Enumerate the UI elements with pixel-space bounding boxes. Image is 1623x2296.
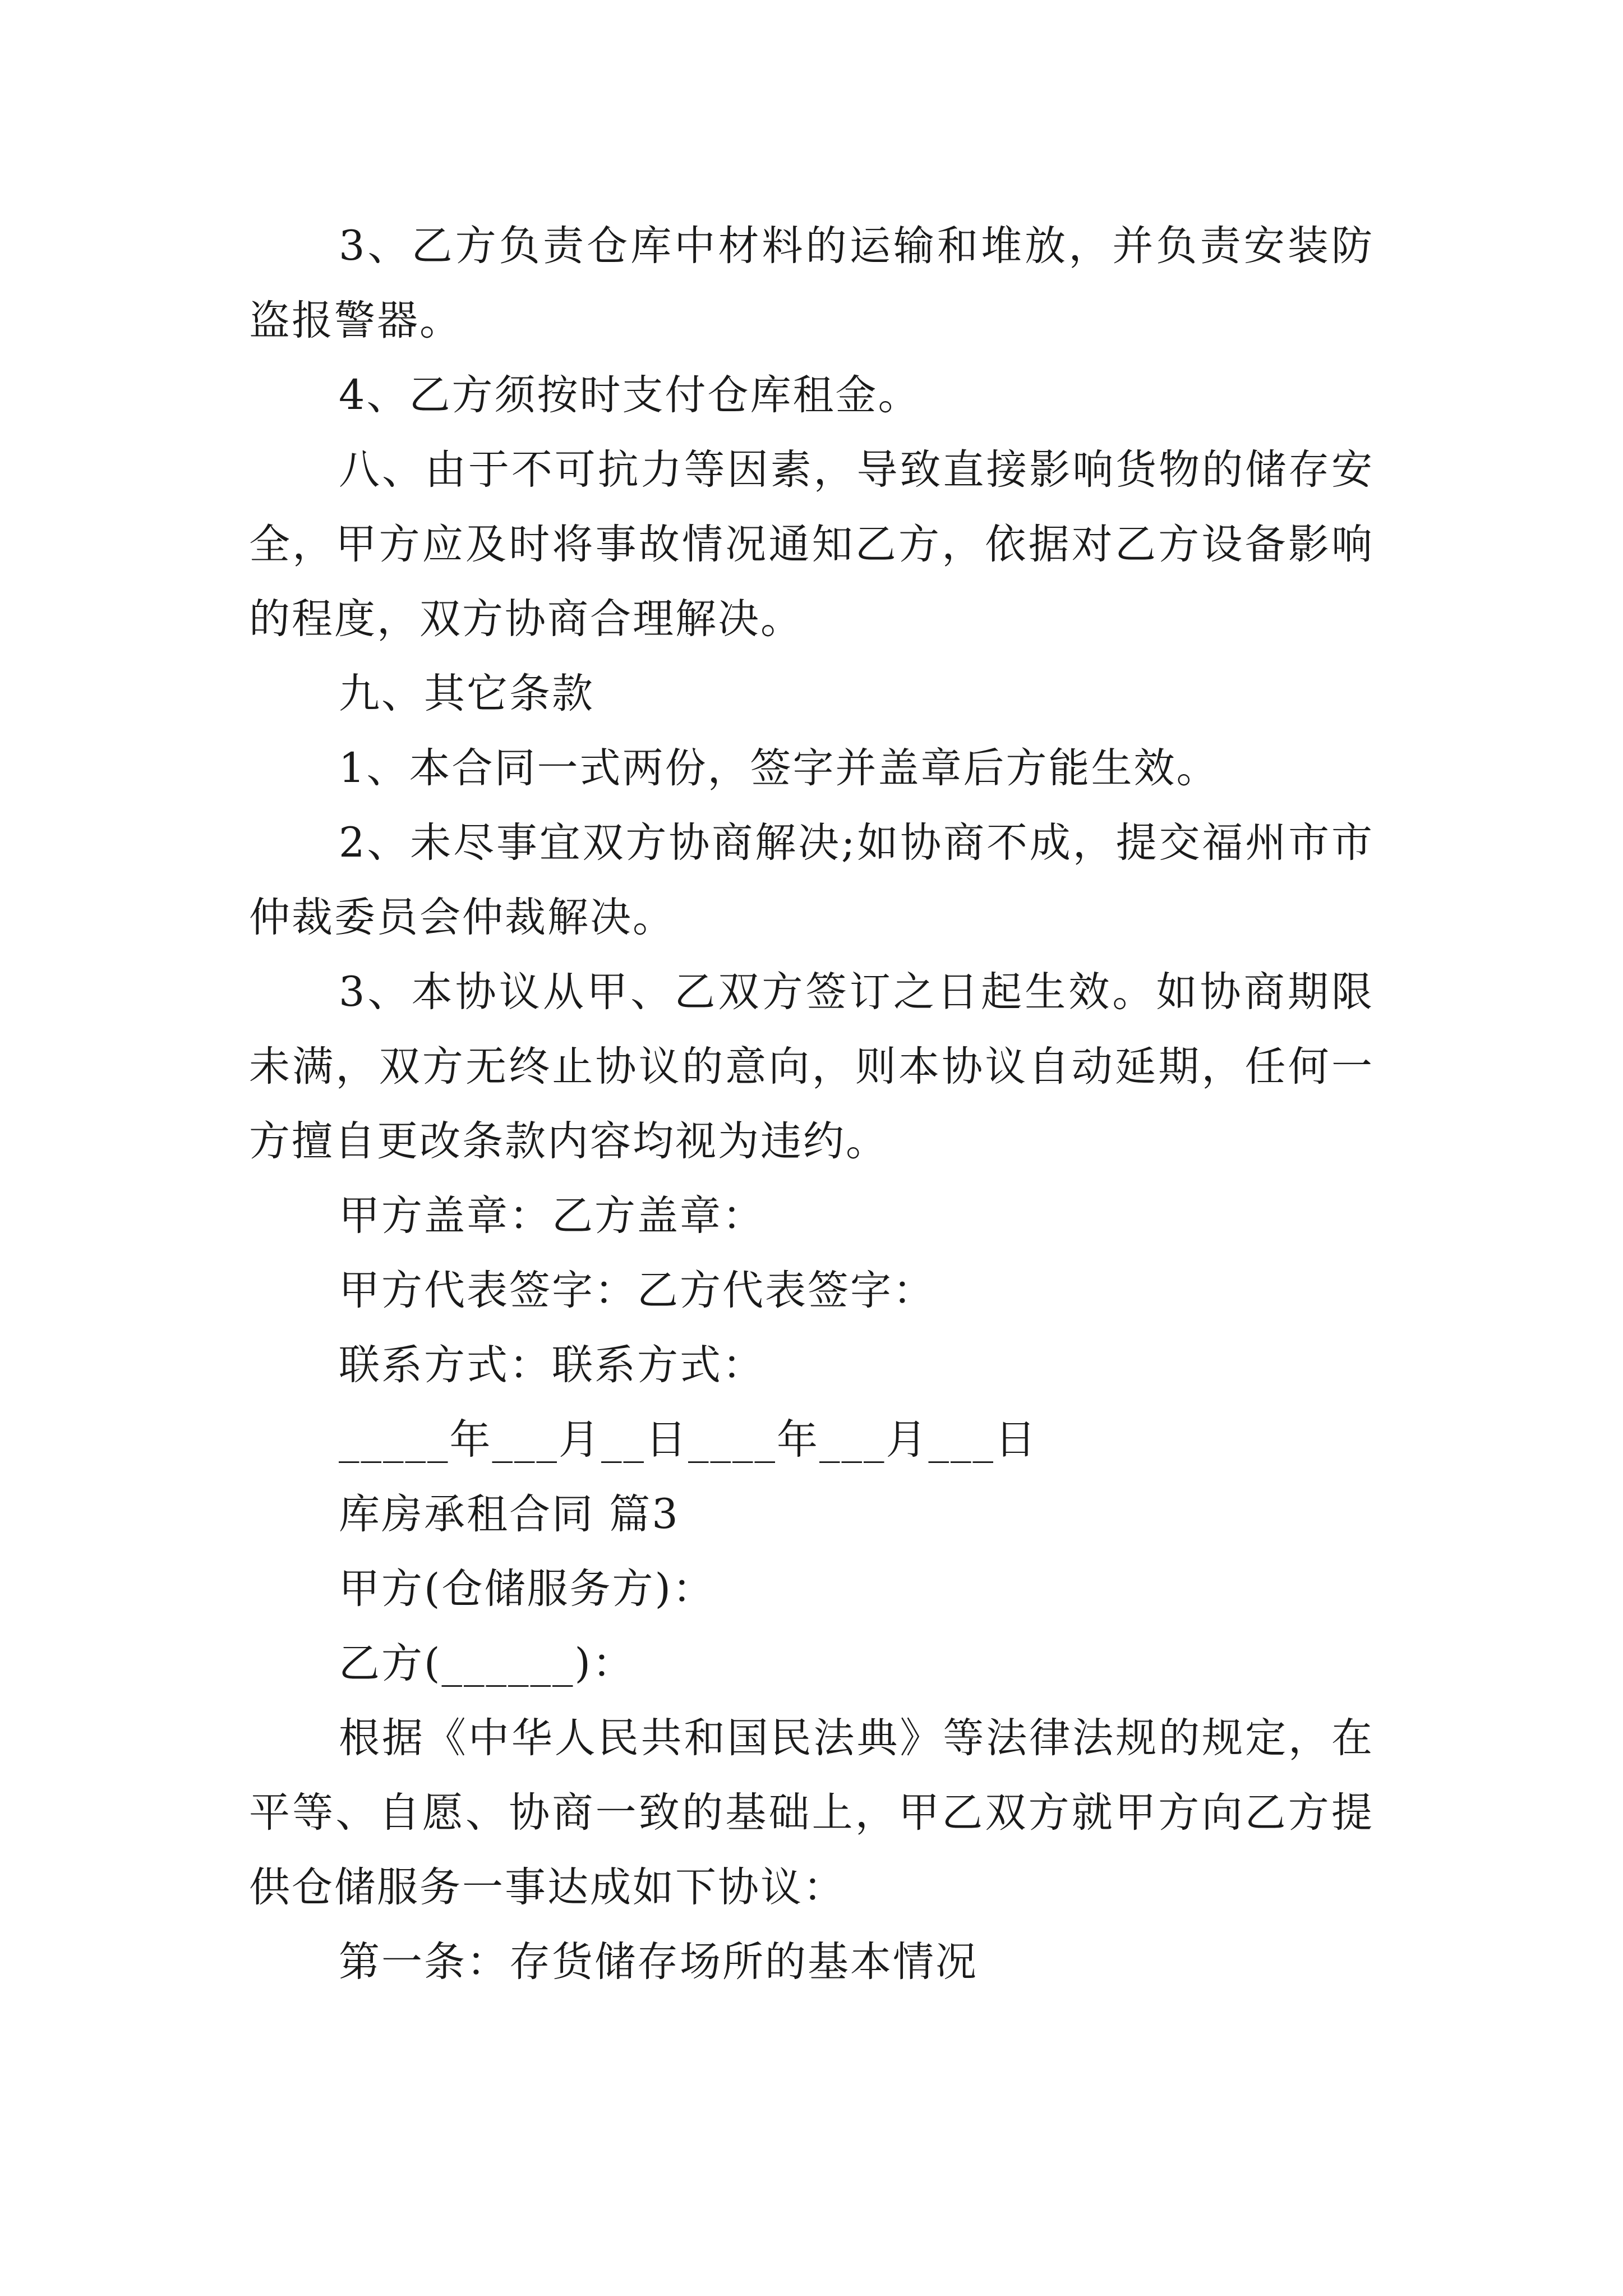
contact-line: 联系方式：联系方式： bbox=[339, 1341, 765, 1389]
document-body bbox=[249, 209, 1374, 1999]
preamble: 根据《中华人民共和国民法典》等法律法规的规定，在平等、自愿、协商一致的基础上，甲乙双方就甲方向乙方提供仓储服务一事达成如下协议： bbox=[249, 1714, 1374, 1911]
clause-3-transport: 3、乙方负责仓库中材料的运输和堆放，并负责安装防盗报警器。 bbox=[249, 222, 1374, 344]
party-a-line: 甲方(仓储服务方)： bbox=[339, 1565, 715, 1613]
section-9-heading: 九、其它条款 bbox=[339, 670, 594, 717]
seal-line: 甲方盖章：乙方盖章： bbox=[339, 1192, 765, 1240]
date-line: _____年___月__日____年___月___日 bbox=[339, 1416, 1038, 1464]
other-clause-1: 1、本合同一式两份，签字并盖章后方能生效。 bbox=[339, 744, 1219, 792]
article-1-heading: 第一条：存货储存场所的基本情况 bbox=[339, 1938, 978, 1986]
other-clause-2: 2、未尽事宜双方协商解决;如协商不成，提交福州市市仲裁委员会仲裁解决。 bbox=[249, 819, 1374, 941]
section-8-force-majeure: 八、由于不可抗力等因素，导致直接影响货物的储存安全，甲方应及时将事故情况通知乙方，依据对乙方设备影响的程度，双方协商合理解决。 bbox=[249, 446, 1374, 643]
clause-4-rent: 4、乙方须按时支付仓库租金。 bbox=[339, 371, 921, 419]
signature-line: 甲方代表签字：乙方代表签字： bbox=[339, 1267, 935, 1314]
other-clause-3: 3、本协议从甲、乙双方签订之日起生效。如协商期限未满，双方无终止协议的意向，则本协议自动延期，任何一方擅自更改条款内容均视为违约。 bbox=[249, 968, 1374, 1165]
party-b-line: 乙方(______)： bbox=[339, 1640, 635, 1687]
contract-title: 库房承租合同 篇3 bbox=[339, 1490, 680, 1538]
